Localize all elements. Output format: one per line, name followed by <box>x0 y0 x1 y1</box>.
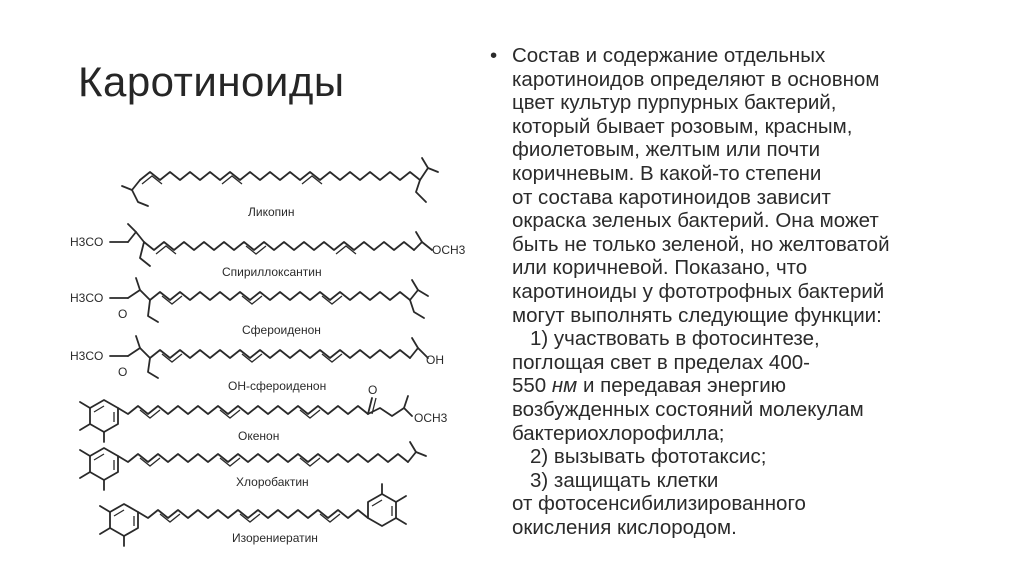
carotenoid-structures-figure <box>70 150 490 550</box>
molecule-label: Ликопин <box>248 205 295 219</box>
structures-svg <box>70 150 490 550</box>
molecule-chlorobactene <box>80 442 426 490</box>
function-item-1: 1) участвовать в фотосинтезе, <box>530 327 820 351</box>
range-rest: и передавая энергию <box>577 374 787 398</box>
text-line: или коричневой. Показано, что <box>512 256 808 280</box>
text-line: могут выполнять следующие функции: <box>512 303 882 327</box>
molecule-label: Хлоробактин <box>236 475 309 489</box>
bullet-text-block <box>490 44 1000 539</box>
molecule-label: Спириллоксантин <box>222 265 322 279</box>
text-line: быть не только зеленой, но желтоватой <box>512 232 890 256</box>
text-line: от фотосенсибилизированного <box>512 492 806 516</box>
text-line: окраска зеленых бактерий. Она может <box>512 209 879 233</box>
range-value: 550 <box>512 374 552 398</box>
molecule-oh-spheroidenone <box>70 336 444 393</box>
text-line: который бывает розовым, красным, <box>512 114 853 138</box>
text-line: бактериохлорофилла; <box>512 421 725 445</box>
molecule-label: Изорениератин <box>232 531 318 545</box>
group-label: O <box>118 365 128 379</box>
molecule-isorenieratene <box>100 484 406 546</box>
molecule-label: Сфероиденон <box>242 323 321 337</box>
text-line: цвет культур пурпурных бактерий, <box>512 91 837 115</box>
molecule-label: OH-сфероиденон <box>228 379 327 393</box>
group-label: H3CO <box>70 291 104 305</box>
text-line: коричневым. В какой-то степени <box>512 161 822 185</box>
molecule-spheroidenone <box>70 278 428 337</box>
text-line: каротиноидов определяют в основном <box>512 67 880 91</box>
text-line: фиолетовым, желтым или почти <box>512 138 821 162</box>
molecule-spirilloxanthin <box>70 224 466 279</box>
function-item-2: 2) вызывать фототаксис; <box>530 445 767 469</box>
slide-title: Каротиноиды <box>78 58 345 105</box>
unit-nm: нм <box>551 374 578 398</box>
text-line: каротиноиды у фототрофных бактерий <box>512 279 885 303</box>
text-line: поглощая свет в пределах 400- <box>512 350 810 374</box>
group-label: OH <box>426 353 444 367</box>
group-label: OCH3 <box>414 411 448 425</box>
text-line: от состава каротиноидов зависит <box>512 185 831 209</box>
text-line: окисления кислородом. <box>512 515 737 539</box>
group-label: OCH3 <box>432 243 466 257</box>
function-item-3: 3) защищать клетки <box>530 468 719 492</box>
text-line: возбужденных состояний молекулам <box>512 397 864 421</box>
group-label: O <box>368 383 378 397</box>
molecule-lycopene <box>122 158 438 219</box>
group-label: O <box>118 307 128 321</box>
text-line-range <box>512 374 1000 398</box>
bullet-lines <box>512 44 1000 539</box>
group-label: H3CO <box>70 349 104 363</box>
text-line: Состав и содержание отдельных <box>512 44 826 67</box>
group-label: H3CO <box>70 235 104 249</box>
molecule-label: Окенон <box>238 429 280 443</box>
bullet-marker: • <box>490 44 498 67</box>
